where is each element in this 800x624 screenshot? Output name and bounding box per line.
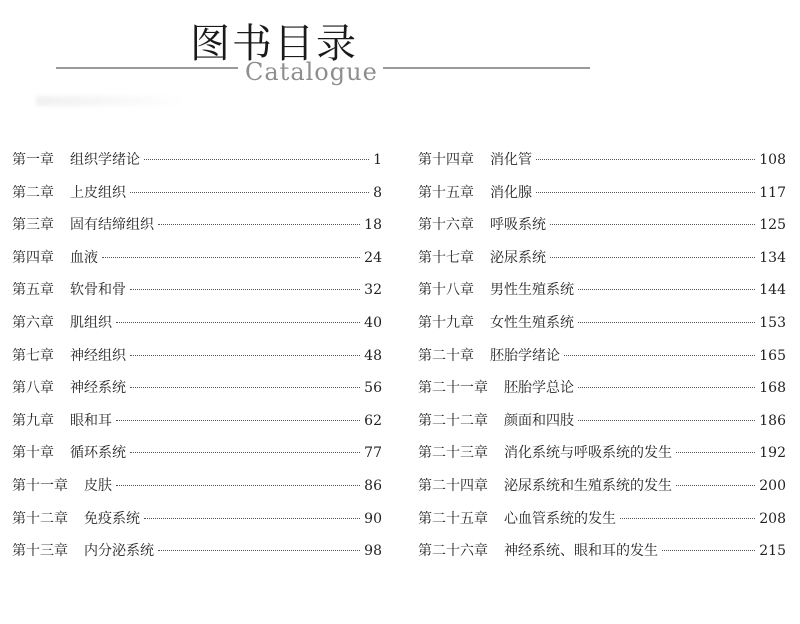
toc-page-number: 62 [364, 412, 382, 429]
toc-entry [418, 377, 786, 410]
toc-dot-leader [550, 257, 755, 258]
toc-entry [12, 149, 382, 182]
toc-page-number: 153 [759, 314, 786, 331]
toc-entry [12, 442, 382, 475]
toc-chapter-number: 第十章 [12, 445, 54, 462]
toc-dot-leader [158, 550, 360, 551]
toc-chapter-title: 软骨和骨 [70, 282, 126, 299]
toc-page-number: 125 [759, 217, 786, 234]
toc-entry [12, 279, 382, 312]
toc-chapter-number: 第十二章 [12, 510, 68, 527]
toc-entry [12, 214, 382, 247]
toc-dot-leader [116, 485, 360, 486]
toc-page-number: 134 [759, 249, 786, 266]
toc-chapter-number: 第二章 [12, 184, 54, 201]
toc-chapter-title: 皮肤 [84, 477, 112, 494]
toc-dot-leader [130, 289, 360, 290]
toc-page-number: 215 [759, 543, 786, 560]
toc-chapter-number: 第二十三章 [418, 445, 488, 462]
toc-dot-leader [578, 387, 755, 388]
toc-chapter-title: 胚胎学总论 [504, 380, 574, 397]
toc-page-number: 40 [364, 314, 382, 331]
toc-dot-leader [550, 224, 755, 225]
toc-entry [418, 279, 786, 312]
toc-chapter-title: 眼和耳 [70, 412, 112, 429]
toc-chapter-title: 神经系统 [70, 380, 126, 397]
toc-dot-leader [662, 550, 755, 551]
toc-page-number: 117 [759, 184, 786, 201]
toc-chapter-title: 消化腺 [490, 184, 532, 201]
toc-chapter-title: 呼吸系统 [490, 217, 546, 234]
toc-dot-leader [102, 257, 360, 258]
toc-chapter-number: 第十八章 [418, 282, 474, 299]
toc-chapter-title: 泌尿系统 [490, 249, 546, 266]
toc-entry [12, 475, 382, 508]
toc-chapter-number: 第十七章 [418, 249, 474, 266]
toc-chapter-title: 固有结缔组织 [70, 217, 154, 234]
toc-page-number: 24 [364, 249, 382, 266]
toc-entry [12, 247, 382, 280]
toc-page-number: 165 [759, 347, 786, 364]
toc-entry [418, 540, 786, 573]
toc-page-number: 86 [364, 477, 382, 494]
toc-entry [12, 312, 382, 345]
toc-chapter-title: 消化系统与呼吸系统的发生 [504, 445, 672, 462]
toc-chapter-number: 第十四章 [418, 152, 474, 168]
toc-entry [418, 345, 786, 378]
toc-chapter-number: 第十五章 [418, 184, 474, 201]
toc-entry [418, 475, 786, 508]
toc-page-number: 56 [364, 380, 382, 397]
toc-page-number: 32 [364, 282, 382, 299]
toc-entry [418, 247, 786, 280]
toc-entry [12, 508, 382, 541]
toc-page-number: 90 [364, 510, 382, 527]
toc-chapter-number: 第九章 [12, 412, 54, 429]
toc-page-number: 8 [373, 184, 382, 201]
toc-page-number: 144 [759, 282, 786, 299]
page-title: 图书目录 [190, 21, 358, 67]
toc-entry [12, 377, 382, 410]
toc-chapter-number: 第四章 [12, 249, 54, 266]
toc-chapter-title: 女性生殖系统 [490, 314, 574, 331]
toc-page-number: 18 [364, 217, 382, 234]
toc-chapter-title: 肌组织 [70, 314, 112, 331]
toc-chapter-title: 上皮组织 [70, 184, 126, 201]
toc-entry [418, 442, 786, 475]
toc-page-number: 108 [759, 152, 786, 168]
toc-chapter-title: 泌尿系统和生殖系统的发生 [504, 477, 672, 494]
toc-column-left [12, 149, 382, 573]
toc-chapter-title: 免疫系统 [84, 510, 140, 527]
toc-page-number: 186 [759, 412, 786, 429]
toc-dot-leader [158, 224, 360, 225]
toc-chapter-number: 第二十四章 [418, 477, 488, 494]
toc-page-number: 77 [364, 445, 382, 462]
toc-dot-leader [116, 420, 360, 421]
toc-entry [418, 508, 786, 541]
toc-chapter-number: 第六章 [12, 314, 54, 331]
toc-chapter-number: 第一章 [12, 152, 54, 168]
toc-chapter-title: 消化管 [490, 152, 532, 168]
toc-entry [12, 410, 382, 443]
toc-chapter-title: 心血管系统的发生 [504, 510, 616, 527]
toc-entry [418, 182, 786, 215]
toc-chapter-number: 第二十章 [418, 347, 474, 364]
toc-page-number: 208 [759, 510, 786, 527]
toc-dot-leader [130, 192, 369, 193]
toc-page-number: 98 [364, 543, 382, 560]
toc-chapter-title: 颜面和四肢 [504, 412, 574, 429]
toc-dot-leader [130, 355, 360, 356]
toc-entry [418, 410, 786, 443]
toc-chapter-title: 胚胎学绪论 [490, 347, 560, 364]
toc-chapter-number: 第二十一章 [418, 380, 488, 397]
toc-dot-leader [130, 387, 360, 388]
title-rule-right [383, 67, 590, 69]
toc-chapter-number: 第十一章 [12, 477, 68, 494]
toc-chapter-number: 第二十六章 [418, 543, 488, 560]
toc-chapter-number: 第三章 [12, 217, 54, 234]
toc-chapter-number: 第五章 [12, 282, 54, 299]
toc-chapter-title: 内分泌系统 [84, 543, 154, 560]
toc-chapter-title: 循环系统 [70, 445, 126, 462]
toc-dot-leader [564, 355, 755, 356]
toc-entry [418, 312, 786, 345]
toc-dot-leader [536, 192, 755, 193]
toc-entry [418, 149, 786, 182]
toc-dot-leader [144, 159, 369, 160]
toc-dot-leader [578, 322, 755, 323]
toc-dot-leader [578, 289, 755, 290]
toc-column-right [418, 149, 786, 573]
toc-chapter-title: 神经组织 [70, 347, 126, 364]
toc-dot-leader [130, 452, 360, 453]
toc-chapter-number: 第二十二章 [418, 412, 488, 429]
toc-dot-leader [676, 452, 755, 453]
header-shadow [36, 96, 186, 106]
toc-entry [12, 540, 382, 573]
toc-dot-leader [620, 518, 755, 519]
toc-dot-leader [578, 420, 755, 421]
toc-page-number: 1 [373, 152, 382, 168]
title-rule-left [56, 67, 238, 69]
toc-chapter-number: 第十三章 [12, 543, 68, 560]
toc-dot-leader [676, 485, 755, 486]
toc-entry [418, 214, 786, 247]
toc-dot-leader [536, 159, 755, 160]
toc-chapter-title: 血液 [70, 249, 98, 266]
toc-page-number: 168 [759, 380, 786, 397]
toc-entry [12, 345, 382, 378]
toc-entry [12, 182, 382, 215]
toc-chapter-number: 第十六章 [418, 217, 474, 234]
page-subtitle: Catalogue [245, 58, 378, 86]
toc-page-number: 192 [759, 445, 786, 462]
toc-page-number: 48 [364, 347, 382, 364]
toc-chapter-number: 第二十五章 [418, 510, 488, 527]
toc-chapter-title: 神经系统、眼和耳的发生 [504, 543, 658, 560]
toc-dot-leader [144, 518, 360, 519]
toc-page-number: 200 [759, 477, 786, 494]
toc-chapter-number: 第七章 [12, 347, 54, 364]
catalogue-header [0, 0, 800, 120]
toc-chapter-number: 第八章 [12, 380, 54, 397]
toc-dot-leader [116, 322, 360, 323]
toc-chapter-title: 组织学绪论 [70, 152, 140, 168]
toc-chapter-number: 第十九章 [418, 314, 474, 331]
toc-chapter-title: 男性生殖系统 [490, 282, 574, 299]
